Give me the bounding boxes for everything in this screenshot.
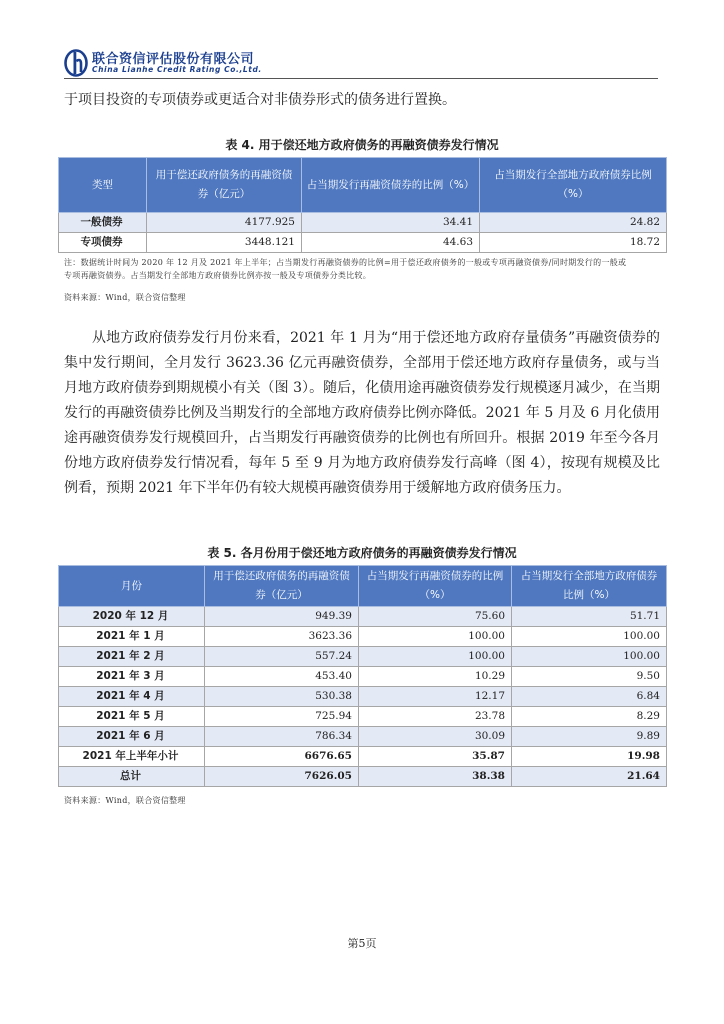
row-label: 2021 年 3 月 bbox=[59, 667, 205, 687]
cell-ratio-refinancing: 100.00 bbox=[359, 647, 512, 667]
cell-amount: 530.38 bbox=[205, 687, 359, 707]
paragraph-analysis: 从地方政府债券发行月份来看，2021 年 1 月为“用于偿还地方政府存量债务”再融资债券的集中发行期间，全月发行 3623.36 亿元再融资债券，全部用于偿还地方政府存量债务，或与当月地方政府债券到期规模小有关（图 3）。随后，化债用途再融资债券发行规模逐月减少，在当期发行的再融资债券比例及当期发行的全部地方政府债券比例亦降低。2021 年 5 月及 6 月化债用途再融资债券发行规模回升，占当期发行再融资债券的比例也有所回升。根据 2019 年至今各月份地方政府债券发行情况看，每年 5 至 9 月为地方政府债券发行高峰（图 4），按现有规模及比例看，预期 2021 年下半年仍有较大规模再融资债券用于缓解地方政府债务压力。 bbox=[64, 330, 660, 496]
cell-ratio-all: 9.50 bbox=[512, 667, 667, 687]
cell-ratio-refinancing: 75.60 bbox=[359, 607, 512, 627]
page-header bbox=[64, 46, 658, 80]
cell-amount: 7626.05 bbox=[205, 767, 359, 787]
cell-ratio-all: 9.89 bbox=[512, 727, 667, 747]
row-label: 2021 年 5 月 bbox=[59, 707, 205, 727]
cell-ratio-all: 100.00 bbox=[512, 627, 667, 647]
cell-ratio-refinancing: 38.38 bbox=[359, 767, 512, 787]
row-label: 2021 年 1 月 bbox=[59, 627, 205, 647]
cell-amount: 786.34 bbox=[205, 727, 359, 747]
cell-ratio-all: 51.71 bbox=[512, 607, 667, 627]
cell-ratio-refinancing: 30.09 bbox=[359, 727, 512, 747]
table4-header-ratio-all: 占当期发行全部地方政府债券比例（%） bbox=[480, 158, 667, 213]
table4-header-amount: 用于偿还政府债务的再融资债券（亿元） bbox=[147, 158, 302, 213]
cell-amount: 557.24 bbox=[205, 647, 359, 667]
table5-header-amount: 用于偿还政府债务的再融资债券（亿元） bbox=[205, 566, 359, 607]
table5-source: 资料来源：Wind，联合资信整理 bbox=[64, 796, 186, 805]
cell-amount: 3623.36 bbox=[205, 627, 359, 647]
table-row bbox=[59, 627, 667, 647]
table5-header-ratio-refinancing: 占当期发行再融资债券的比例（%） bbox=[359, 566, 512, 607]
cell-ratio-refinancing: 44.63 bbox=[302, 233, 480, 253]
table4 bbox=[58, 157, 667, 253]
cell-amount: 949.39 bbox=[205, 607, 359, 627]
row-label: 2020 年 12 月 bbox=[59, 607, 205, 627]
table4-note-line2: 专项再融资债券。占当期发行全部地方政府债券比例亦按一般及专项债券分类比较。 bbox=[64, 271, 372, 280]
cell-ratio-all: 19.98 bbox=[512, 747, 667, 767]
table4-header-type: 类型 bbox=[59, 158, 147, 213]
table-row bbox=[59, 213, 667, 233]
table-row bbox=[59, 687, 667, 707]
cell-ratio-refinancing: 100.00 bbox=[359, 627, 512, 647]
cell-amount: 3448.121 bbox=[147, 233, 302, 253]
table5-header-row bbox=[59, 566, 667, 607]
row-label: 专项债券 bbox=[59, 233, 147, 253]
company-name-en: China Lianhe Credit Rating Co.,Ltd. bbox=[92, 65, 262, 74]
table5 bbox=[58, 565, 667, 787]
cell-ratio-refinancing: 23.78 bbox=[359, 707, 512, 727]
cell-ratio-all: 6.84 bbox=[512, 687, 667, 707]
table4-caption: 表 4. 用于偿还地方政府债务的再融资债券发行情况 bbox=[225, 138, 499, 152]
table5-header-ratio-all: 占当期发行全部地方政府债券比例（%） bbox=[512, 566, 667, 607]
row-label: 一般债券 bbox=[59, 213, 147, 233]
table5-header-month: 月份 bbox=[59, 566, 205, 607]
header-divider bbox=[64, 78, 658, 79]
company-name-cn: 联合资信评估股份有限公司 bbox=[92, 52, 255, 67]
row-label: 2021 年 6 月 bbox=[59, 727, 205, 747]
cell-ratio-refinancing: 12.17 bbox=[359, 687, 512, 707]
paragraph-intro: 于项目投资的专项债券或更适合对非债券形式的债务进行置换。 bbox=[64, 92, 456, 108]
row-label: 2021 年上半年小计 bbox=[59, 747, 205, 767]
cell-ratio-all: 24.82 bbox=[480, 213, 667, 233]
cell-amount: 725.94 bbox=[205, 707, 359, 727]
page-number: 第5页 bbox=[347, 937, 377, 950]
table-row bbox=[59, 607, 667, 627]
cell-ratio-all: 8.29 bbox=[512, 707, 667, 727]
cell-ratio-all: 21.64 bbox=[512, 767, 667, 787]
company-logo-icon bbox=[64, 49, 88, 77]
cell-amount: 453.40 bbox=[205, 667, 359, 687]
cell-ratio-refinancing: 34.41 bbox=[302, 213, 480, 233]
table4-header-ratio-refinancing: 占当期发行再融资债券的比例（%） bbox=[302, 158, 480, 213]
cell-ratio-all: 100.00 bbox=[512, 647, 667, 667]
row-label: 总计 bbox=[59, 767, 205, 787]
cell-amount: 6676.65 bbox=[205, 747, 359, 767]
cell-ratio-refinancing: 35.87 bbox=[359, 747, 512, 767]
table4-header-row bbox=[59, 158, 667, 213]
table4-source: 资料来源：Wind，联合资信整理 bbox=[64, 293, 186, 302]
table5-caption: 表 5. 各月份用于偿还地方政府债务的再融资债券发行情况 bbox=[207, 546, 517, 560]
table-row bbox=[59, 233, 667, 253]
table-row bbox=[59, 647, 667, 667]
cell-amount: 4177.925 bbox=[147, 213, 302, 233]
table-row bbox=[59, 727, 667, 747]
table-row bbox=[59, 707, 667, 727]
table-row-subtotal bbox=[59, 747, 667, 767]
cell-ratio-refinancing: 10.29 bbox=[359, 667, 512, 687]
table-row-total bbox=[59, 767, 667, 787]
cell-ratio-all: 18.72 bbox=[480, 233, 667, 253]
table-row bbox=[59, 667, 667, 687]
row-label: 2021 年 4 月 bbox=[59, 687, 205, 707]
row-label: 2021 年 2 月 bbox=[59, 647, 205, 667]
table4-note-line1: 注：数据统计时间为 2020 年 12 月及 2021 年上半年；占当期发行再融资债券的比例=用于偿还政府债务的一般或专项再融资债券/同时期发行的一般或 bbox=[64, 258, 627, 267]
